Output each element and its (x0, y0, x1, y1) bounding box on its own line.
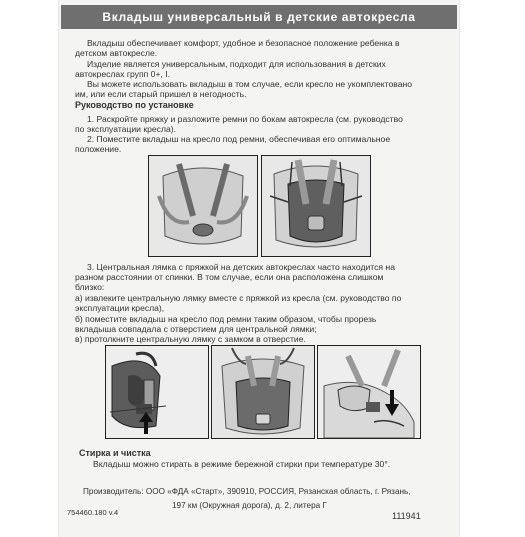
step-line: 3. Центральная лямка с пряжкой на детских автокреслах часто находится на (87, 262, 395, 272)
illustration-remove-strap (105, 345, 209, 439)
step-line: б) поместите вкладыш на кресло под ремни таким образом, чтобы прорезь (75, 314, 377, 324)
step-line: близко: (75, 282, 105, 292)
step-line: положение. (75, 144, 122, 154)
step-line: а) извлеките центральную лямку вместе с пряжкой из кресла (см. руководство по (75, 293, 402, 303)
illustration-insert-placed (261, 155, 371, 257)
step-line: разном расстоянии от спинки. В том случае, если она расположена слишком (75, 272, 384, 282)
remove-strap-illustration-icon (106, 346, 208, 438)
step-line: по эксплуатации кресла). (75, 124, 177, 134)
page-title: Вкладыш универсальный в детские автокресла (61, 5, 457, 29)
intro-line: Изделие является универсальным, подходит для использования в детских (87, 59, 386, 69)
intro-line: детском автокресле. (75, 48, 158, 58)
push-buckle-illustration-icon (318, 346, 420, 438)
article-number: 111941 (392, 511, 421, 521)
intro-line: автокреслах групп 0+, I. (75, 69, 171, 79)
product-code: 754460.180 v.4 (67, 508, 119, 517)
producer-line: Производитель: ООО «ФДА «Старт», 390910, РОССИЯ, Рязанская область, г. Рязань, (83, 487, 411, 496)
intro-line: Вы можете использовать вкладыш в том случае, если кресло не укомплектовано (87, 79, 413, 89)
instruction-sheet (59, 0, 459, 537)
illustration-insert-under-straps (211, 345, 315, 439)
step-line: в) протолкните центральную лямку с замком в отверстие. (75, 334, 306, 344)
step-line: 1. Раскройте пряжку и разложите ремни по бокам автокресла (см. руководство (87, 114, 403, 124)
intro-line: Вкладыш обеспечивает комфорт, удобное и безопасное положение ребенка в (87, 38, 400, 48)
seat-illustration-icon (149, 156, 257, 256)
illustration-push-buckle (317, 345, 421, 439)
insert-under-straps-illustration-icon (212, 346, 314, 438)
insert-illustration-icon (262, 156, 370, 256)
install-heading: Руководство по установке (75, 100, 194, 110)
step-line: эксплуатации кресла), (75, 303, 165, 313)
wash-heading: Стирка и чистка (79, 448, 151, 458)
wash-text: Вкладыш можно стирать в режиме бережной стирки при температуре 30°. (93, 459, 391, 469)
illustration-seat-straps-open (148, 155, 258, 257)
intro-line: им, или если старый пришел в негодность. (75, 89, 247, 99)
step-line: вкладыша совпадала с отверстием для центральной лямки; (75, 324, 317, 334)
producer-address: 197 км (Окружная дорога), д. 2, литера Г (172, 501, 327, 510)
step-line: 2. Поместите вкладыш на кресло под ремни, обеспечивая его оптимальное (87, 134, 391, 144)
